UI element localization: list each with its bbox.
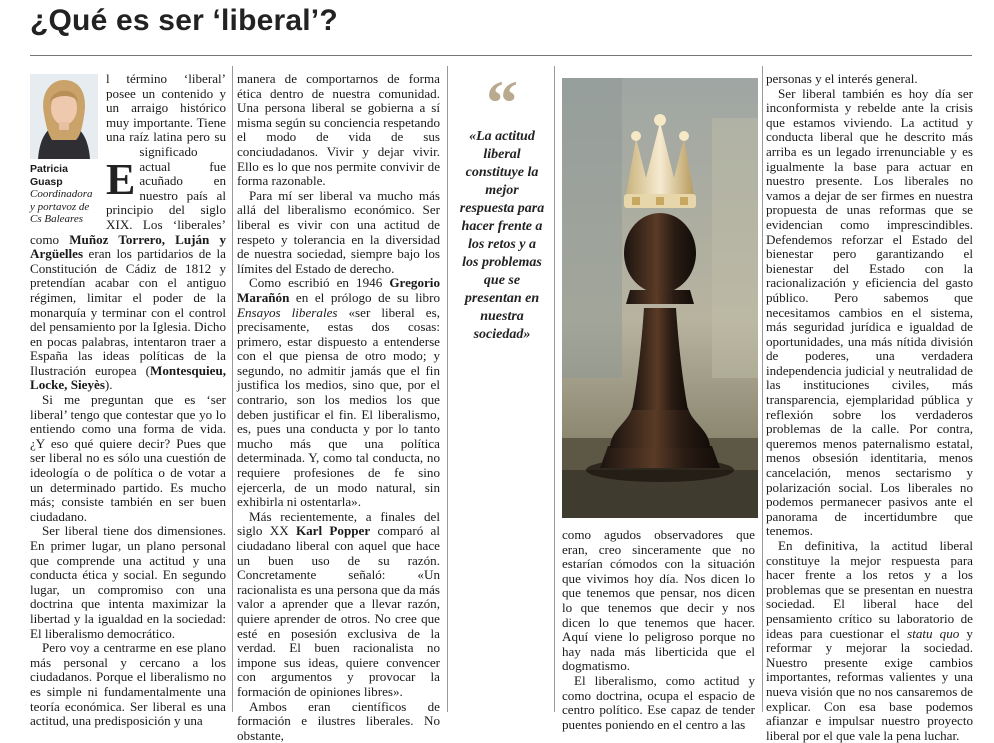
author-role: Coordinadora y portavoz de Cs Baleares <box>30 188 93 225</box>
quote-mark-icon: “ <box>486 67 518 138</box>
paragraph: Como escribió en 1946 Gregorio Marañón en el prólogo de su libro Ensayos liberales «ser liberal es, precisamente, estas dos cosas: primero, estar dispuesto a entenderse con el que piensa de otro modo; y segundo, no admitir jamás que el fin justifica los medios, sino que, por el contrario, son los medios los que deben justificar el fin. El liberalismo, es, pues una conducta y por lo tanto mucho más que una política determinada. Y, como tal conducta, no requiere profesiones de fe sino ejercerla, de un modo natural, sin exhibirla ni ostentarla». <box>237 275 440 510</box>
paragraph: Si me preguntan que es ‘ser liberal’ tengo que contestar que yo lo entiendo como una forma de vida. ¿Y eso qué quiere decir? Pues que ser liberal no es sólo una cuestión de ideología o de política o de votar a un determinado partido. Es mucho más; consiste también en ser buen ciudadano. <box>30 392 226 524</box>
author-name: Patricia Guasp <box>30 163 68 188</box>
paragraph: personas y el interés general. <box>766 71 918 86</box>
paragraph: E l término ‘liberal’ posee un contenido y un arraigo histórico muy importante. Tiene una raíz latina pero su significado actual fue acuñado en nuestro país al principio del siglo XIX. Los ‘liberales’ como Muñoz Torrero, Luján y Argüelles eran los partidarios de la Constitución de Cádiz de 1812 y pretendían acabar con el antiguo régimen, limitar el poder de la monarquía y terminar con el control del pensamiento por la Iglesia. Dicho en pocas palabras, intentaron traer a España las ideas políticas de la Ilustración europea (Montesquieu, Locke, Sieyès). <box>30 71 226 393</box>
paragraph: Ser liberal también es hoy día ser inconformista y rebelde ante la crisis que estamos viviendo. La actitud y conducta liberal que he descrito más arriba es un legado irrenunciable y es igualmente la base para actuar en nuestro presente. Los liberales no vamos a dejar de ser firmes en nuestra propuesta de unas reformas que se evidencian como imprescindibles. Defendemos reforzar el Estado del bienestar pero garantizando el bienestar del Estado con la racionalización y eficiencia del gasto público. Pero sabemos que necesitamos cambios en el sistema, más seguridad jurídica e igualdad de oportunidades, una más nítida división de poderes, una verdadera independencia judicial y neutralidad de las instituciones civiles, más transparencia, ejemplaridad pública y reflexión sobre los verdaderos problemas de la calle. Por contra, queremos menos paternalismo estatal, menos obsesión identitaria, menos cancelación, menos sectarismo y polarización social. Los liberales no podemos permanecer pasivos ante el panorama de incertidumbre que tenemos. <box>766 85 973 539</box>
column-4 <box>766 71 973 743</box>
headline-rule <box>30 55 972 56</box>
drop-cap: E <box>106 155 136 204</box>
pull-quote-text: «La actitud liberal constituye la mejor respuesta para hacer frente a los retos y a los problemas que se presentan en nuestra sociedad» <box>459 129 545 342</box>
paragraph: El liberalismo, como actitud y como doctrina, ocupa el espacio de centro político. Ese capaz de tender puentes poniendo en el centro a las <box>562 672 755 732</box>
pull-quote <box>459 67 545 344</box>
article-headline: ¿Qué es ser ‘liberal’? <box>30 4 338 37</box>
chess-king-illustration <box>562 78 758 518</box>
column-divider <box>554 66 555 712</box>
author-byline <box>30 163 98 226</box>
paragraph: Ambos eran científicos de formación e ilustres liberales. No obstante, <box>237 698 440 743</box>
paragraph: como agudos observadores que eran, creo sinceramente que no estarían cómodos con la situación que vivimos hoy día. Nos dicen lo que tenemos que pensar, nos dicen lo que tenemos que decir y nos dicen lo que tenemos que hacer. Aquí viene lo peligroso porque no hay nada más liberticida que el dogmatismo. <box>562 527 755 674</box>
paragraph: Pero voy a centrarme en ese plano más personal y cercano a los ciudadanos. Porque el liberalismo no es simple ni fundamentalmente una teoría económica. Ser liberal es una actitud, una predisposición y una <box>30 640 226 729</box>
column-3 <box>562 527 755 732</box>
column-divider <box>447 66 448 712</box>
column-divider <box>762 66 763 712</box>
column-divider <box>232 66 233 712</box>
paragraph: manera de comportarnos de forma ética dentro de nuestra comunidad. Una persona liberal se gobierna a sí misma según su conciencia respetando el modo de vida de sus conciudadanos. Vivir y dejar vivir. Ello es lo que nos permite convivir de forma razonable. <box>237 71 440 189</box>
paragraph: Más recientemente, a finales del siglo XX Karl Popper comparó al ciudadano liberal con aquel que hace un buen uso de su razón. Concretamente señaló: «Un racionalista es una persona que da más valor a aprender que a llevar razón, quiere aprender de otros. No cree que esté en posesión exclusiva de la verdad. El buen racionalista no impone sus ideas, quiere convencer con argumentos y provocar la formación de opiniones libres». <box>237 508 440 699</box>
paragraph: Ser liberal tiene dos dimensiones. En primer lugar, un plano personal que comprende una actitud y una conducta ética y social. En segundo lugar, un compromiso con una doctrina que intenta maximizar la libertad y la igualdad en la sociedad: El liberalismo democrático. <box>30 523 226 641</box>
paragraph: En definitiva, la actitud liberal constituye la mejor respuesta para hacer frente a los retos y a los problemas que se presentan en nuestra sociedad. El liberal hace del pensamiento crítico su laboratorio de ideas para cuestionar el statu quo y reformar y mejorar la sociedad. Nuestro presente exige cambios importantes, reformas valientes y una nueva visión que no nos cansaremos de explicar. Con esa base podemos afianzar e impulsar nuestro proyecto liberal por el que vale la pena luchar. <box>766 538 973 743</box>
column-1 <box>30 71 226 729</box>
author-photo <box>30 74 98 159</box>
column-2 <box>237 71 440 743</box>
paragraph: Para mí ser liberal va mucho más allá del liberalismo económico. Ser liberal es vivir con una actitud de respeto y tolerancia en la diversidad de nuestra sociedad, siempre bajo los límites del Estado de derecho. <box>237 187 440 276</box>
